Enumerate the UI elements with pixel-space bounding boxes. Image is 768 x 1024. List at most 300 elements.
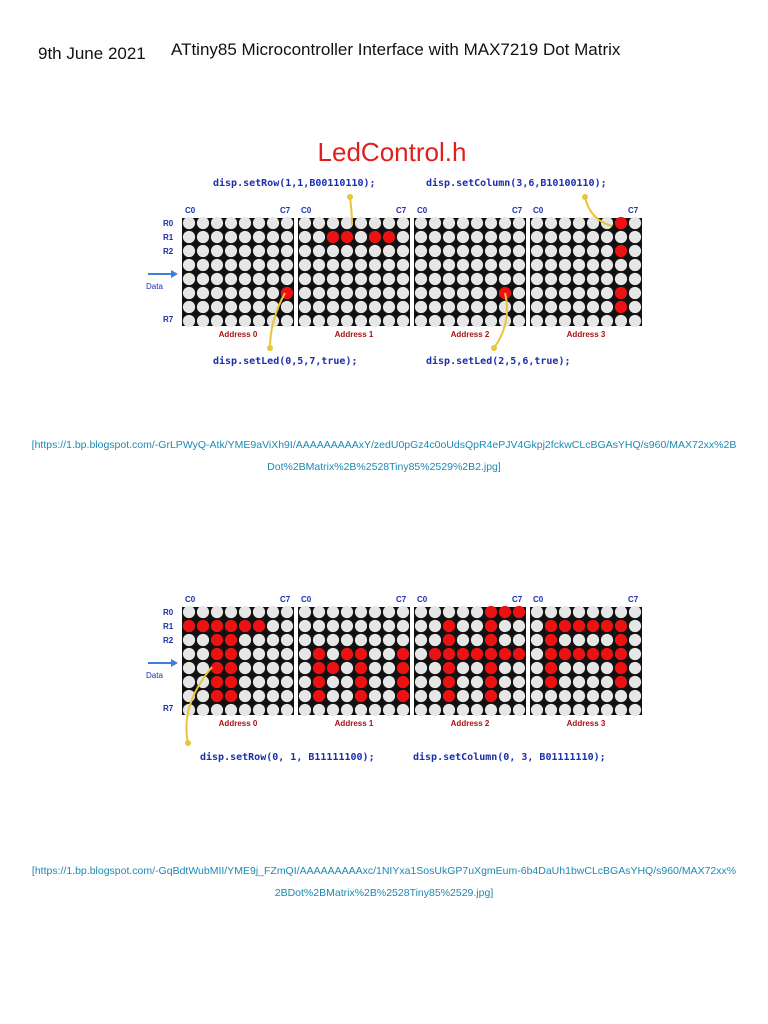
led-off	[313, 217, 325, 229]
led-off	[573, 231, 585, 243]
led-off	[415, 704, 427, 716]
led-off	[457, 287, 469, 299]
led-off	[559, 273, 571, 285]
led-off	[183, 259, 195, 271]
led-off	[513, 634, 525, 646]
led-off	[197, 606, 209, 618]
led-on	[485, 606, 497, 618]
row-label: R1	[163, 233, 174, 242]
led-off	[499, 273, 511, 285]
led-off	[267, 676, 279, 688]
data-arrow-head	[171, 270, 178, 278]
led-off	[313, 273, 325, 285]
led-off	[369, 606, 381, 618]
led-off	[341, 676, 353, 688]
led-off	[369, 301, 381, 313]
led-off	[471, 231, 483, 243]
led-off	[341, 315, 353, 327]
led-off	[587, 259, 599, 271]
led-off	[281, 245, 293, 257]
led-off	[369, 273, 381, 285]
led-on	[545, 676, 557, 688]
led-on	[225, 648, 237, 660]
row-label: R7	[163, 315, 174, 324]
led-off	[341, 287, 353, 299]
led-off	[239, 606, 251, 618]
led-off	[587, 676, 599, 688]
led-off	[587, 315, 599, 327]
led-on	[397, 648, 409, 660]
led-off	[369, 245, 381, 257]
row-label: R7	[163, 704, 174, 713]
led-off	[239, 662, 251, 674]
led-off	[355, 704, 367, 716]
led-off	[355, 606, 367, 618]
led-matrix-1	[298, 206, 410, 339]
led-on	[183, 620, 195, 632]
led-on	[485, 648, 497, 660]
led-off	[443, 606, 455, 618]
led-off	[545, 301, 557, 313]
led-off	[313, 704, 325, 716]
attiny-text-diagram-svg	[0, 585, 768, 775]
led-off	[629, 315, 641, 327]
led-off	[383, 634, 395, 646]
led-off	[457, 259, 469, 271]
led-off	[253, 634, 265, 646]
led-on	[239, 620, 251, 632]
led-off	[601, 676, 613, 688]
led-off	[415, 287, 427, 299]
led-off	[531, 273, 543, 285]
led-off	[429, 259, 441, 271]
led-off	[513, 676, 525, 688]
led-off	[299, 287, 311, 299]
led-off	[225, 273, 237, 285]
led-on	[615, 301, 627, 313]
address-label: Address 2	[450, 330, 490, 339]
led-off	[559, 606, 571, 618]
led-off	[601, 662, 613, 674]
ledcontrol-diagram-svg	[0, 125, 768, 385]
led-off	[253, 245, 265, 257]
led-off	[531, 620, 543, 632]
led-off	[615, 231, 627, 243]
address-label: Address 3	[566, 719, 606, 728]
led-off	[499, 217, 511, 229]
led-off	[281, 273, 293, 285]
column-label-c7: C7	[396, 206, 407, 215]
led-on	[499, 606, 511, 618]
led-off	[559, 259, 571, 271]
led-off	[485, 301, 497, 313]
led-off	[587, 606, 599, 618]
led-off	[629, 287, 641, 299]
led-off	[559, 634, 571, 646]
led-on	[397, 662, 409, 674]
led-off	[355, 620, 367, 632]
led-off	[327, 315, 339, 327]
led-on	[313, 690, 325, 702]
code-setcolumn: disp.setColumn(0, 3, B01111110);	[413, 752, 606, 763]
led-on	[545, 648, 557, 660]
led-off	[471, 690, 483, 702]
led-off	[281, 676, 293, 688]
led-off	[225, 245, 237, 257]
led-off	[559, 315, 571, 327]
led-off	[313, 245, 325, 257]
led-off	[601, 245, 613, 257]
led-off	[253, 273, 265, 285]
led-off	[239, 245, 251, 257]
led-off	[327, 301, 339, 313]
led-off	[471, 273, 483, 285]
led-off	[183, 662, 195, 674]
led-off	[299, 301, 311, 313]
led-off	[211, 301, 223, 313]
led-off	[471, 259, 483, 271]
led-off	[531, 648, 543, 660]
led-off	[211, 315, 223, 327]
address-label: Address 1	[334, 719, 374, 728]
led-off	[531, 690, 543, 702]
led-off	[471, 287, 483, 299]
led-off	[443, 231, 455, 243]
led-off	[327, 606, 339, 618]
led-off	[253, 662, 265, 674]
led-off	[443, 273, 455, 285]
led-off	[341, 620, 353, 632]
led-off	[397, 217, 409, 229]
led-off	[211, 287, 223, 299]
led-off	[383, 690, 395, 702]
led-off	[531, 217, 543, 229]
led-off	[513, 245, 525, 257]
led-off	[573, 690, 585, 702]
led-off	[267, 217, 279, 229]
led-off	[513, 301, 525, 313]
led-off	[397, 245, 409, 257]
code-setrow: disp.setRow(0, 1, B11111100);	[200, 752, 375, 763]
matrix-group	[182, 206, 642, 339]
led-off	[253, 315, 265, 327]
led-off	[415, 648, 427, 660]
led-off	[429, 606, 441, 618]
led-off	[531, 704, 543, 716]
led-off	[397, 259, 409, 271]
led-on	[485, 676, 497, 688]
led-on	[559, 620, 571, 632]
led-off	[225, 231, 237, 243]
led-off	[587, 634, 599, 646]
led-off	[629, 231, 641, 243]
led-off	[443, 259, 455, 271]
led-on	[485, 620, 497, 632]
led-off	[239, 301, 251, 313]
led-off	[457, 704, 469, 716]
led-off	[499, 634, 511, 646]
led-off	[499, 676, 511, 688]
led-off	[313, 301, 325, 313]
data-arrow-head	[171, 659, 178, 667]
led-off	[239, 217, 251, 229]
led-off	[197, 245, 209, 257]
led-off	[253, 704, 265, 716]
led-off	[615, 259, 627, 271]
led-off	[369, 662, 381, 674]
code-setcolumn: disp.setColumn(3,6,B10100110);	[426, 178, 607, 189]
led-on	[443, 676, 455, 688]
address-label: Address 2	[450, 719, 490, 728]
led-off	[545, 704, 557, 716]
led-on	[383, 231, 395, 243]
page-title: ATtiny85 Microcontroller Interface with MAX7219 Dot Matrix	[171, 40, 621, 59]
led-off	[225, 301, 237, 313]
led-on	[615, 620, 627, 632]
led-on	[341, 231, 353, 243]
led-off	[629, 217, 641, 229]
led-on	[355, 648, 367, 660]
led-off	[415, 690, 427, 702]
led-off	[299, 634, 311, 646]
led-off	[341, 259, 353, 271]
led-off	[615, 704, 627, 716]
led-off	[211, 606, 223, 618]
led-off	[397, 273, 409, 285]
led-off	[559, 245, 571, 257]
led-off	[573, 301, 585, 313]
led-off	[383, 648, 395, 660]
led-off	[369, 648, 381, 660]
led-off	[601, 606, 613, 618]
led-off	[299, 690, 311, 702]
led-off	[415, 301, 427, 313]
led-off	[299, 620, 311, 632]
led-on	[355, 690, 367, 702]
led-on	[499, 648, 511, 660]
led-off	[267, 231, 279, 243]
led-off	[615, 606, 627, 618]
code-setrow: disp.setRow(1,1,B00110110);	[213, 178, 376, 189]
led-off	[327, 676, 339, 688]
led-on	[313, 676, 325, 688]
led-off	[197, 634, 209, 646]
led-off	[355, 634, 367, 646]
led-off	[559, 704, 571, 716]
led-off	[197, 259, 209, 271]
led-on	[615, 287, 627, 299]
address-label: Address 1	[334, 330, 374, 339]
led-off	[327, 648, 339, 660]
row-label: R2	[163, 247, 174, 256]
led-off	[485, 231, 497, 243]
led-off	[587, 287, 599, 299]
led-off	[383, 606, 395, 618]
led-on	[211, 690, 223, 702]
led-off	[299, 259, 311, 271]
column-label-c7: C7	[396, 595, 407, 604]
led-off	[383, 217, 395, 229]
led-off	[531, 634, 543, 646]
led-off	[471, 301, 483, 313]
led-off	[299, 606, 311, 618]
led-off	[587, 690, 599, 702]
led-off	[587, 273, 599, 285]
led-off	[629, 620, 641, 632]
led-off	[183, 273, 195, 285]
led-on	[211, 662, 223, 674]
led-on	[615, 217, 627, 229]
led-on	[225, 662, 237, 674]
led-off	[239, 634, 251, 646]
led-off	[443, 301, 455, 313]
row-label: R2	[163, 636, 174, 645]
led-off	[281, 648, 293, 660]
led-off	[629, 606, 641, 618]
led-off	[327, 620, 339, 632]
led-off	[559, 690, 571, 702]
led-off	[615, 690, 627, 702]
led-off	[545, 259, 557, 271]
led-on	[397, 690, 409, 702]
figure2-link[interactable]: [https://1.bp.blogspot.com/-GqBdtWubMII/YME9j_FZmQI/AAAAAAAAAxc/1NIYxa1SosUkGP7uXgmEum-6b4DaUh1bwCLcBGAsYHQ/s960/MAX72xx%2BDot%2BMatrix%2B%2528Tiny85%2529.jpg]	[31, 865, 737, 899]
led-off	[299, 648, 311, 660]
led-matrix-2	[414, 595, 526, 728]
led-off	[267, 620, 279, 632]
led-off	[415, 315, 427, 327]
led-off	[267, 648, 279, 660]
code-setled-2: disp.setLed(2,5,6,true);	[426, 356, 571, 367]
led-off	[313, 259, 325, 271]
led-off	[457, 273, 469, 285]
column-label-c0: C0	[533, 206, 544, 215]
led-off	[513, 704, 525, 716]
led-off	[429, 676, 441, 688]
led-on	[443, 634, 455, 646]
led-off	[299, 245, 311, 257]
led-off	[239, 704, 251, 716]
led-off	[299, 217, 311, 229]
led-off	[443, 287, 455, 299]
led-off	[545, 217, 557, 229]
led-on	[615, 662, 627, 674]
led-off	[211, 259, 223, 271]
led-on	[485, 634, 497, 646]
led-off	[239, 315, 251, 327]
led-off	[429, 690, 441, 702]
led-off	[397, 606, 409, 618]
led-off	[239, 287, 251, 299]
led-off	[471, 662, 483, 674]
led-off	[457, 690, 469, 702]
led-off	[397, 301, 409, 313]
led-on	[485, 662, 497, 674]
led-off	[383, 273, 395, 285]
led-off	[429, 634, 441, 646]
led-off	[267, 259, 279, 271]
led-off	[281, 704, 293, 716]
led-off	[471, 606, 483, 618]
column-label-c7: C7	[628, 206, 639, 215]
led-off	[457, 676, 469, 688]
led-off	[513, 287, 525, 299]
led-off	[457, 301, 469, 313]
led-off	[183, 301, 195, 313]
address-label: Address 0	[218, 719, 258, 728]
led-off	[267, 287, 279, 299]
led-off	[531, 259, 543, 271]
led-off	[183, 245, 195, 257]
led-off	[183, 648, 195, 660]
led-off	[457, 662, 469, 674]
column-label-c7: C7	[280, 206, 291, 215]
data-input-label: Data	[146, 282, 163, 291]
led-off	[267, 634, 279, 646]
led-on	[545, 634, 557, 646]
led-on	[355, 662, 367, 674]
row-label: R0	[163, 219, 174, 228]
led-off	[197, 287, 209, 299]
led-off	[299, 231, 311, 243]
led-off	[415, 273, 427, 285]
led-off	[267, 606, 279, 618]
led-off	[239, 259, 251, 271]
led-off	[383, 245, 395, 257]
led-off	[471, 245, 483, 257]
led-off	[629, 273, 641, 285]
led-off	[267, 245, 279, 257]
led-off	[197, 231, 209, 243]
led-off	[267, 662, 279, 674]
led-off	[429, 662, 441, 674]
led-off	[355, 287, 367, 299]
led-on	[211, 620, 223, 632]
led-on	[545, 620, 557, 632]
led-on	[253, 620, 265, 632]
led-off	[559, 662, 571, 674]
arrow-tip	[185, 740, 191, 746]
led-off	[183, 634, 195, 646]
figure2-caption	[30, 860, 738, 904]
led-off	[601, 315, 613, 327]
data-input-label: Data	[146, 671, 163, 680]
led-off	[327, 217, 339, 229]
address-label: Address 3	[566, 330, 606, 339]
led-off	[313, 231, 325, 243]
led-off	[253, 217, 265, 229]
led-off	[253, 606, 265, 618]
led-off	[183, 676, 195, 688]
led-off	[559, 231, 571, 243]
led-off	[197, 690, 209, 702]
led-off	[355, 301, 367, 313]
led-off	[369, 690, 381, 702]
led-off	[225, 217, 237, 229]
led-off	[415, 231, 427, 243]
led-off	[513, 231, 525, 243]
led-on	[225, 620, 237, 632]
led-off	[601, 259, 613, 271]
led-off	[629, 648, 641, 660]
led-on	[313, 648, 325, 660]
led-off	[239, 690, 251, 702]
led-off	[355, 259, 367, 271]
figure1-link[interactable]: [https://1.bp.blogspot.com/-GrLPWyQ-Atk/YME9aViXh9I/AAAAAAAAAxY/zedU0pGz4c0oUdsQpR4ePJV4Gkpj2fckwCLcBGAsYHQ/s960/MAX72xx%2BDot%2BMatrix%2B%2528Tiny85%2529%2B2.jpg]	[31, 439, 737, 473]
led-off	[443, 704, 455, 716]
led-off	[313, 606, 325, 618]
led-off	[355, 273, 367, 285]
led-off	[587, 231, 599, 243]
